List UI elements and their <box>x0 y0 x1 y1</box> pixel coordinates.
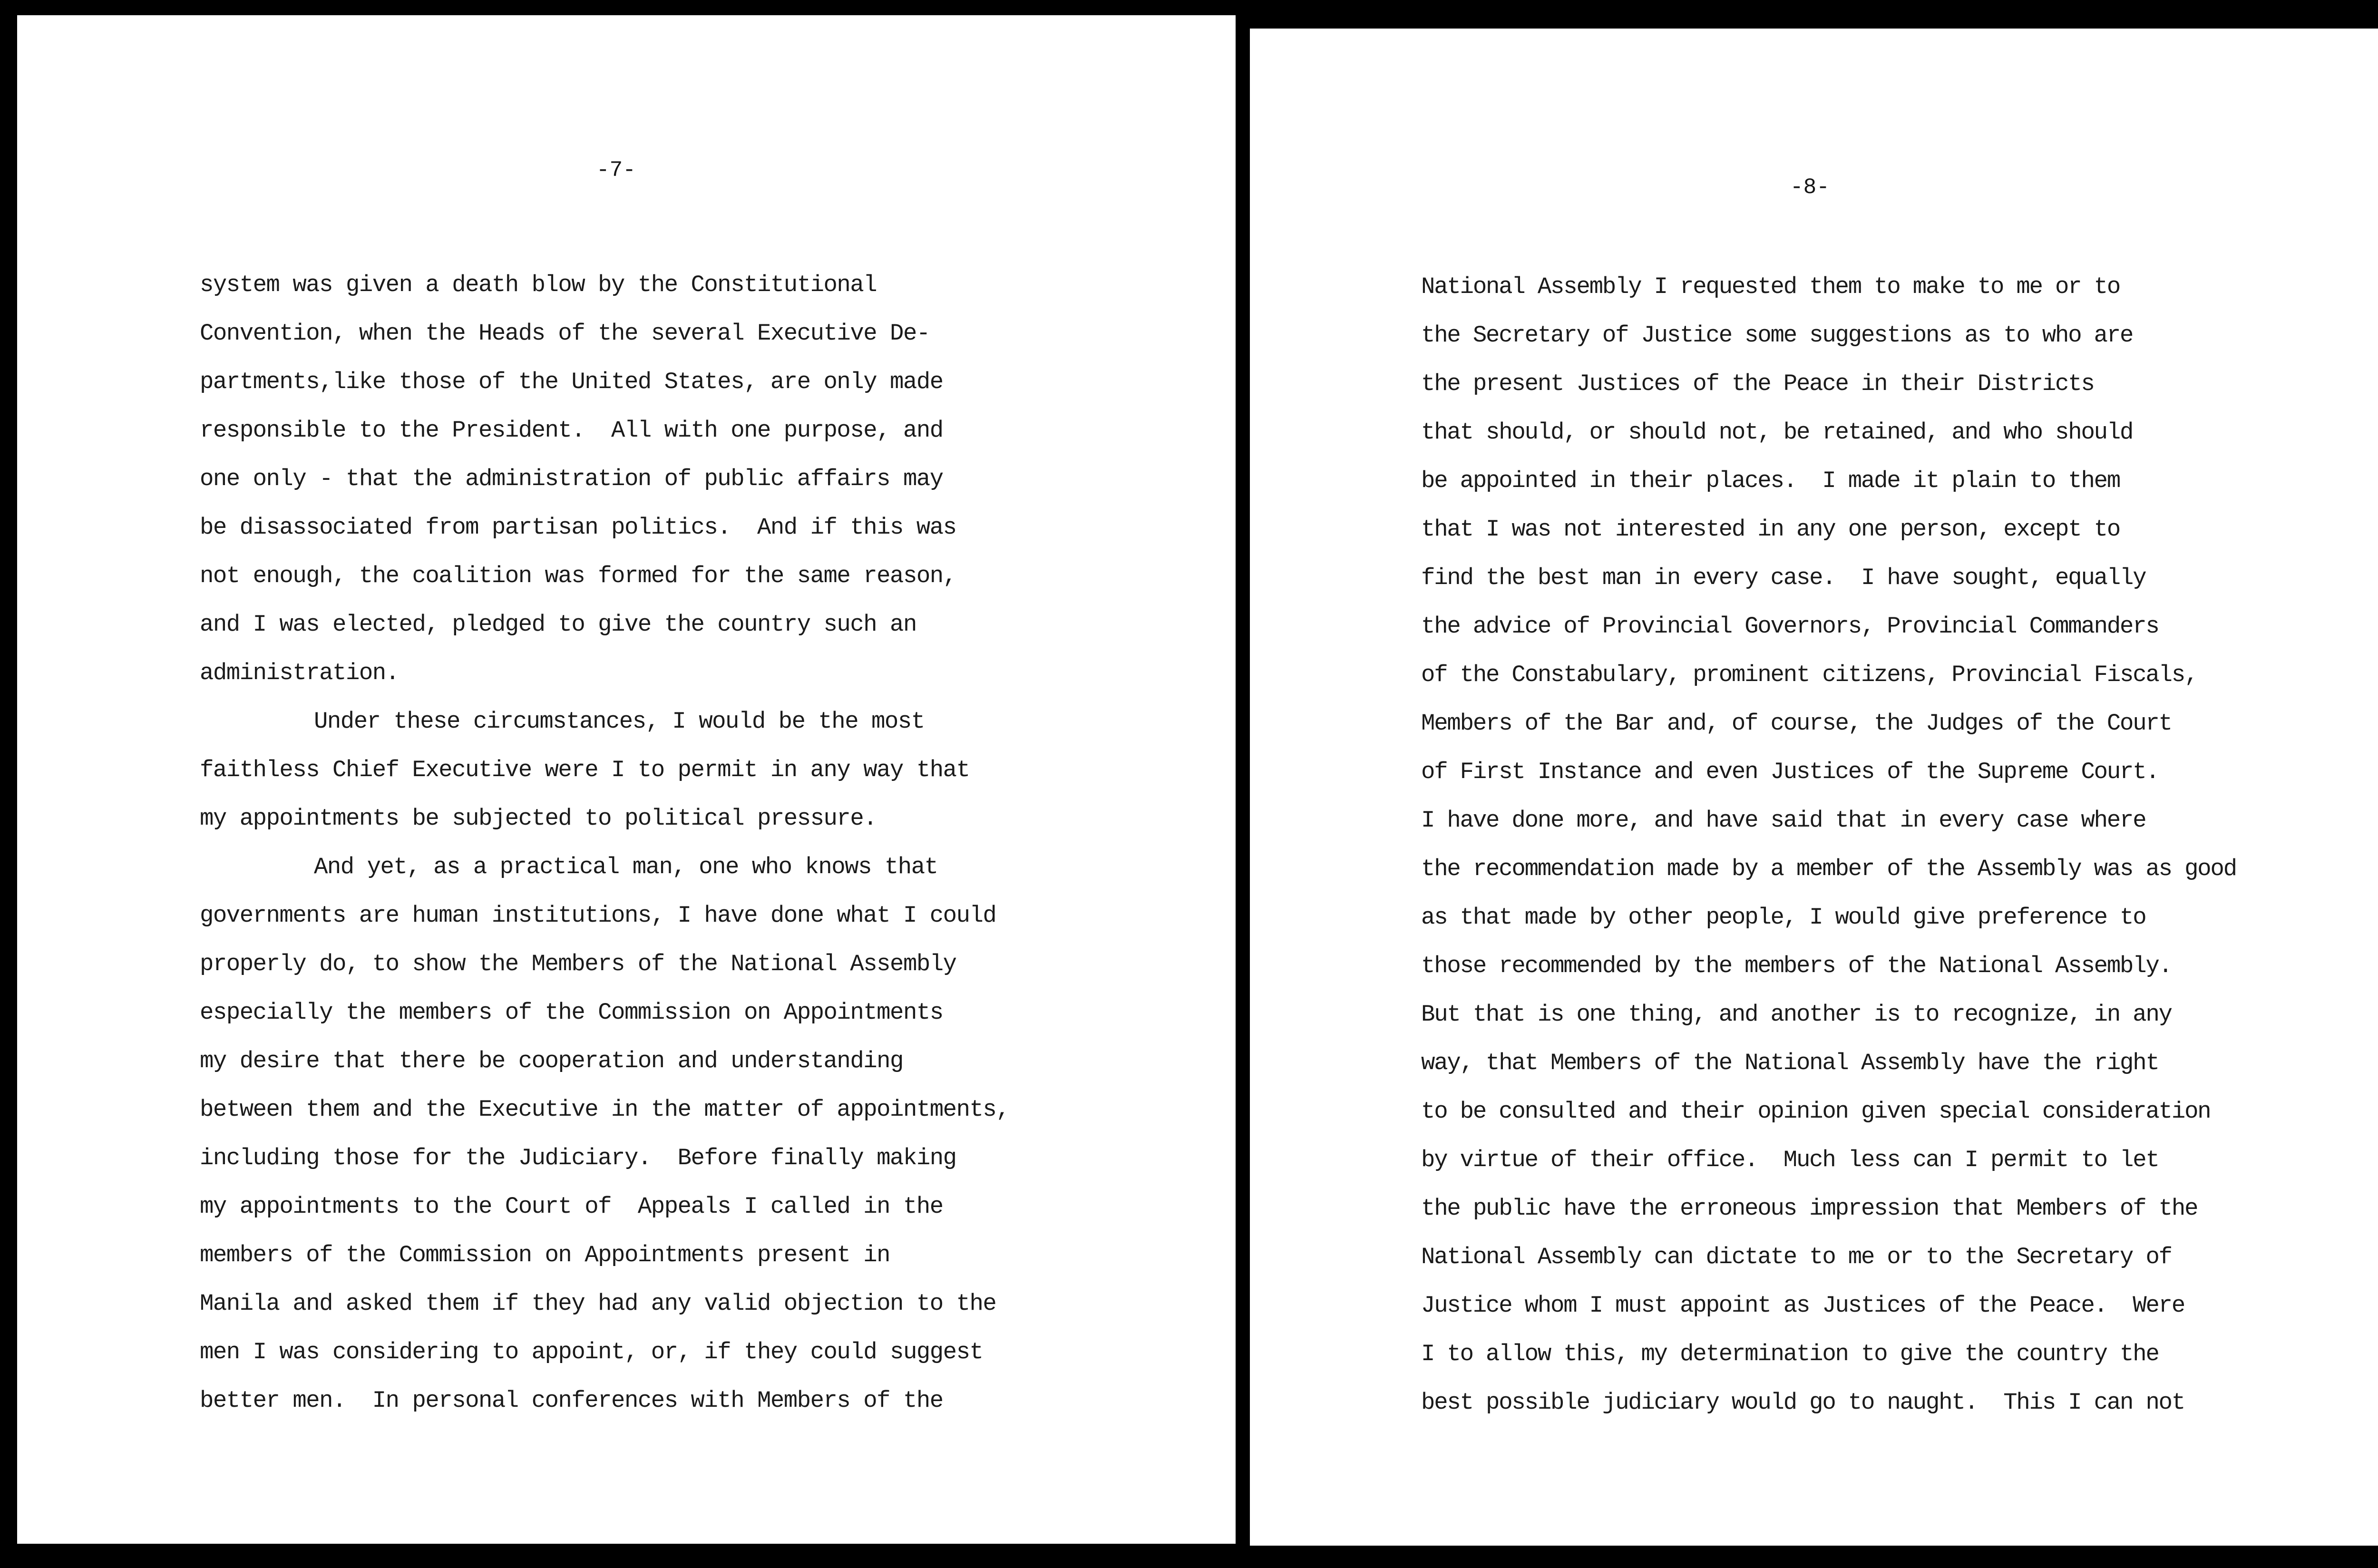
text-line: the recommendation made by a member of the Assembly was as good <box>1421 856 2236 882</box>
text-line: National Assembly I requested them to make to me or to <box>1421 273 2120 300</box>
text-line: the present Justices of the Peace in their Districts <box>1421 370 2094 397</box>
text-line: way, that Members of the National Assembly have the right <box>1421 1050 2159 1076</box>
text-line: I to allow this, my determination to give the country the <box>1421 1341 2159 1367</box>
text-line: Manila and asked them if they had any valid objection to the <box>200 1290 996 1317</box>
text-line: I have done more, and have said that in every case where <box>1421 807 2146 834</box>
paragraph-first-line: And yet, as a practical man, one who knows that <box>314 854 938 880</box>
text-line: find the best man in every case. I have sought, equally <box>1421 565 2146 591</box>
text-line: those recommended by the members of the National Assembly. <box>1421 953 2172 979</box>
text-line: faithless Chief Executive were I to permit in any way that <box>200 757 970 783</box>
text-line: Convention, when the Heads of the several Executive De- <box>200 320 930 347</box>
text-line: members of the Commission on Appointments present in <box>200 1242 890 1268</box>
text-line: be appointed in their places. I made it plain to them <box>1421 467 2120 494</box>
text-line: not enough, the coalition was formed for the same reason, <box>200 563 956 589</box>
text-line: and I was elected, pledged to give the country such an <box>200 611 916 638</box>
text-line: responsible to the President. All with one purpose, and <box>200 417 943 444</box>
text-line: be disassociated from partisan politics. And if this was <box>200 514 956 541</box>
text-line: the Secretary of Justice some suggestions as to who are <box>1421 322 2133 349</box>
text-line: best possible judiciary would go to naught. This I can not <box>1421 1389 2185 1416</box>
text-line: including those for the Judiciary. Before finally making <box>200 1145 956 1171</box>
text-line: my appointments be subjected to political pressure. <box>200 805 877 832</box>
text-line: Justice whom I must appoint as Justices of the Peace. Were <box>1421 1292 2185 1319</box>
page-number: -7- <box>596 158 636 183</box>
text-line: National Assembly can dictate to me or to the Secretary of <box>1421 1244 2172 1270</box>
page-body-text <box>1421 263 2236 1427</box>
page-8 <box>1250 29 2378 1546</box>
text-line: by virtue of their office. Much less can I permit to let <box>1421 1147 2159 1173</box>
text-line: men I was considering to appoint, or, if they could suggest <box>200 1339 983 1365</box>
text-line: that I was not interested in any one person, except to <box>1421 516 2120 543</box>
page-number: -8- <box>1790 175 1830 200</box>
text-line: better men. In personal conferences with Members of the <box>200 1387 943 1414</box>
text-line: between them and the Executive in the matter of appointments, <box>200 1096 1010 1123</box>
text-line: system was given a death blow by the Constitutional <box>200 272 877 298</box>
text-line: governments are human institutions, I have done what I could <box>200 902 996 929</box>
text-line: But that is one thing, and another is to recognize, in any <box>1421 1001 2172 1028</box>
text-line: properly do, to show the Members of the National Assembly <box>200 951 956 977</box>
text-line: Members of the Bar and, of course, the Judges of the Court <box>1421 710 2172 737</box>
page-7 <box>17 15 1236 1544</box>
text-line: to be consulted and their opinion given special consideration <box>1421 1098 2211 1125</box>
page-body-text <box>200 261 1009 1425</box>
paragraph-first-line: Under these circumstances, I would be the most <box>314 708 925 735</box>
text-line: partments,like those of the United States, are only made <box>200 369 943 395</box>
text-line: the advice of Provincial Governors, Provincial Commanders <box>1421 613 2159 640</box>
text-line: one only - that the administration of public affairs may <box>200 466 943 492</box>
text-line: administration. <box>200 660 399 686</box>
text-line: of First Instance and even Justices of the Supreme Court. <box>1421 759 2159 785</box>
text-line: of the Constabulary, prominent citizens, Provincial Fiscals, <box>1421 662 2198 688</box>
text-line: the public have the erroneous impression that Members of the <box>1421 1195 2198 1222</box>
text-line: my desire that there be cooperation and understanding <box>200 1048 903 1074</box>
text-line: especially the members of the Commission on Appointments <box>200 999 943 1026</box>
text-line: that should, or should not, be retained, and who should <box>1421 419 2133 446</box>
text-line: as that made by other people, I would give preference to <box>1421 904 2146 931</box>
text-line: my appointments to the Court of Appeals I called in the <box>200 1193 943 1220</box>
